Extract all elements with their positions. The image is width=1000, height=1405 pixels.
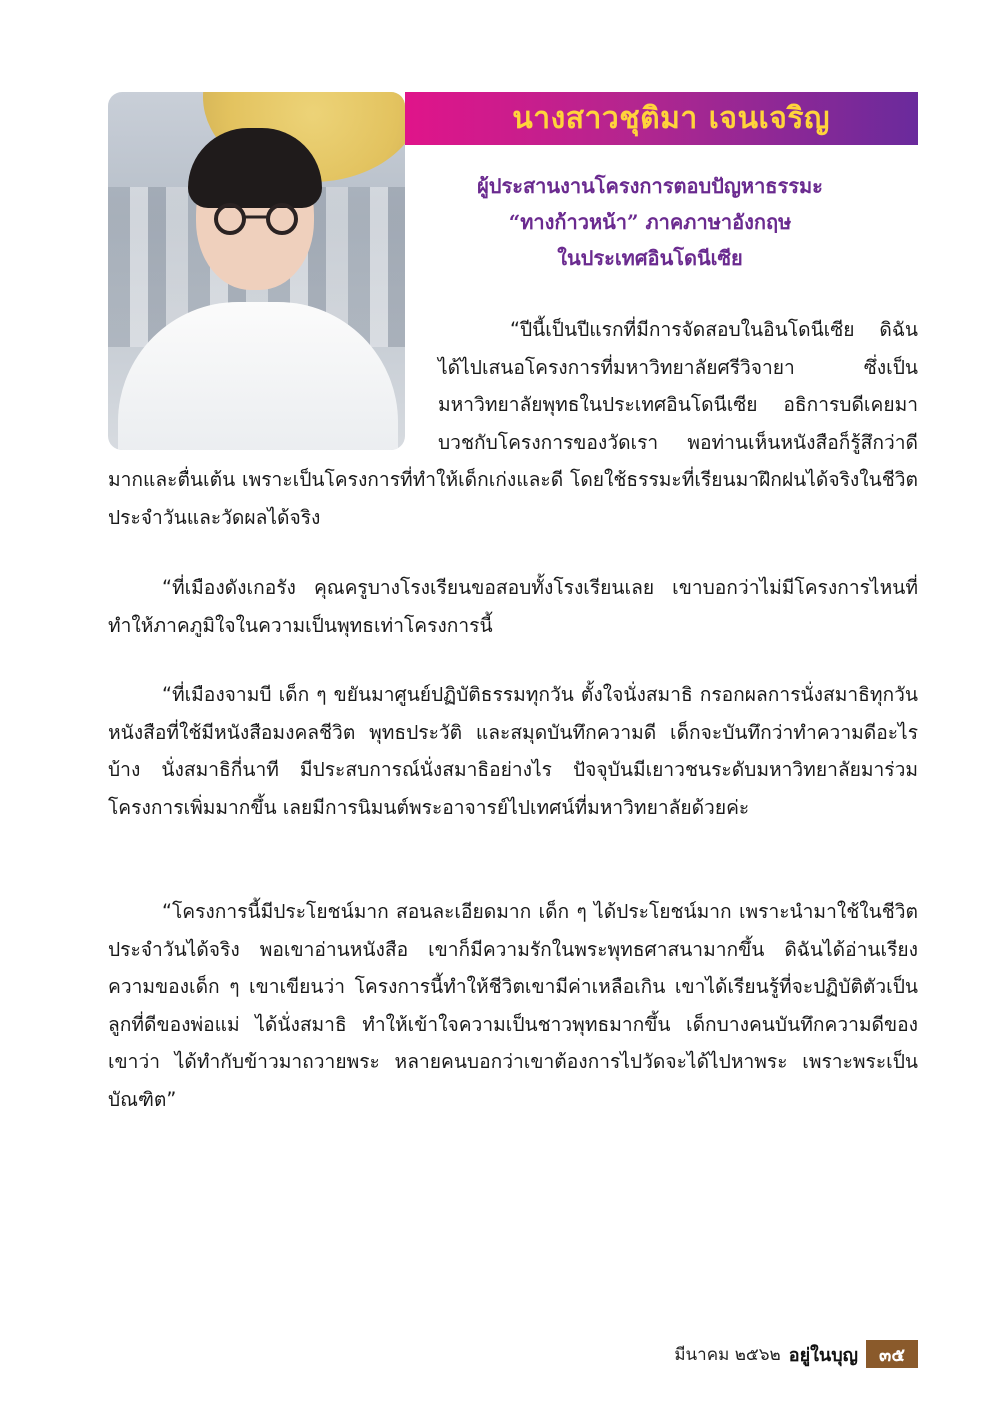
page-number: ๓๕ (866, 1340, 918, 1368)
paragraph-2: “ที่เมืองดังเกอรัง คุณครูบางโรงเรียนขอสอบทั้งโรงเรียนเลย เขาบอกว่าไม่มีโครงการไหนที่ทำให้ภาคภูมิใจในความเป็นพุทธเท่าโครงการนี้ (108, 576, 918, 637)
magazine-name: อยู่ในบุญ (788, 1344, 858, 1366)
photo-wrap-spacer (108, 311, 438, 461)
role-title (430, 168, 870, 276)
paragraph-4: “โครงการนี้มีประโยชน์มาก สอนละเอียดมาก เด็ก ๆ ได้ประโยชน์มาก เพราะนำมาใช้ในชีวิตประจำวันได้จริง พอเขาอ่านหนังสือ เขาก็มีความรักในพระพุทธศาสนามากขึ้น ดิฉันได้อ่านเรียงความของเด็ก ๆ เขาเขียนว่า โครงการนี้ทำให้ชีวิตเขามีค่าเหลือเกิน เขาได้เรียนรู้ที่จะปฏิบัติตัวเป็นลูกที่ดีของพ่อแม่ ได้นั่งสมาธิ ทำให้เข้าใจความเป็นชาวพุทธมากขึ้น เด็กบางคนบันทึกความดีของเขาว่า ได้ทำกับข้าวมาถวายพระ หลายคนบอกว่าเขาต้องการไปวัดจะได้ไปหาพระ เพราะพระเป็นบัณฑิต” (108, 900, 918, 1111)
paragraph-3: “ที่เมืองจามบี เด็ก ๆ ขยันมาศูนย์ปฏิบัติธรรมทุกวัน ตั้งใจนั่งสมาธิ กรอกผลการนั่งสมาธิทุกวัน หนังสือที่ใช้มีหนังสือมงคลชีวิต พุทธประวัติ และสมุดบันทึกความดี เด็กจะบันทึกว่าทำความดีอะไรบ้าง นั่งสมาธิกี่นาที มีประสบการณ์นั่งสมาธิอย่างไร ปัจจุบันมีเยาวชนระดับมหาวิทยาลัยมาร่วมโครงการเพิ่มมากขึ้น เลยมีการนิมนต์พระอาจารย์ไปเทศน์ที่มหาวิทยาลัยด้วยค่ะ (108, 683, 918, 819)
role-line: ในประเทศอินโดนีเซีย (557, 246, 743, 270)
issue-date: มีนาคม ๒๕๖๒ (674, 1344, 781, 1365)
role-line: “ทางก้าวหน้า” ภาคภาษาอังกฤษ (508, 210, 792, 234)
glasses-icon (206, 202, 306, 236)
person-name: นางสาวชุติมา เจนเจริญ (512, 101, 830, 136)
role-line: ผู้ประสานงานโครงการตอบปัญหาธรรมะ (477, 174, 823, 198)
paragraph-text: “ปีนี้เป็นปีแรกที่มีการจัดสอบในอินโดนีเซีย ดิฉันได้ไปเสนอโครงการที่มหาวิทยาลัยศรีวิจายา ซึ่งเป็นมหาวิทยาลัยพุทธในประเทศอินโดนีเซีย อธิการบดีเคยมาบวชกับโครงการของวัดเรา พอท่านเห็นหนังสือก็รู้สึกว่าดีมากและตื่นเต้น เพราะเป็นโครงการที่ทำให้เด็กเก่งและดี โดยใช้ธรรมะที่เรียนมาฝึกฝนได้จริงในชีวิตประจำวันและวัดผลได้จริง (108, 318, 918, 529)
paragraph-1 (108, 311, 918, 536)
page-footer (674, 1339, 918, 1369)
name-banner (405, 92, 918, 145)
